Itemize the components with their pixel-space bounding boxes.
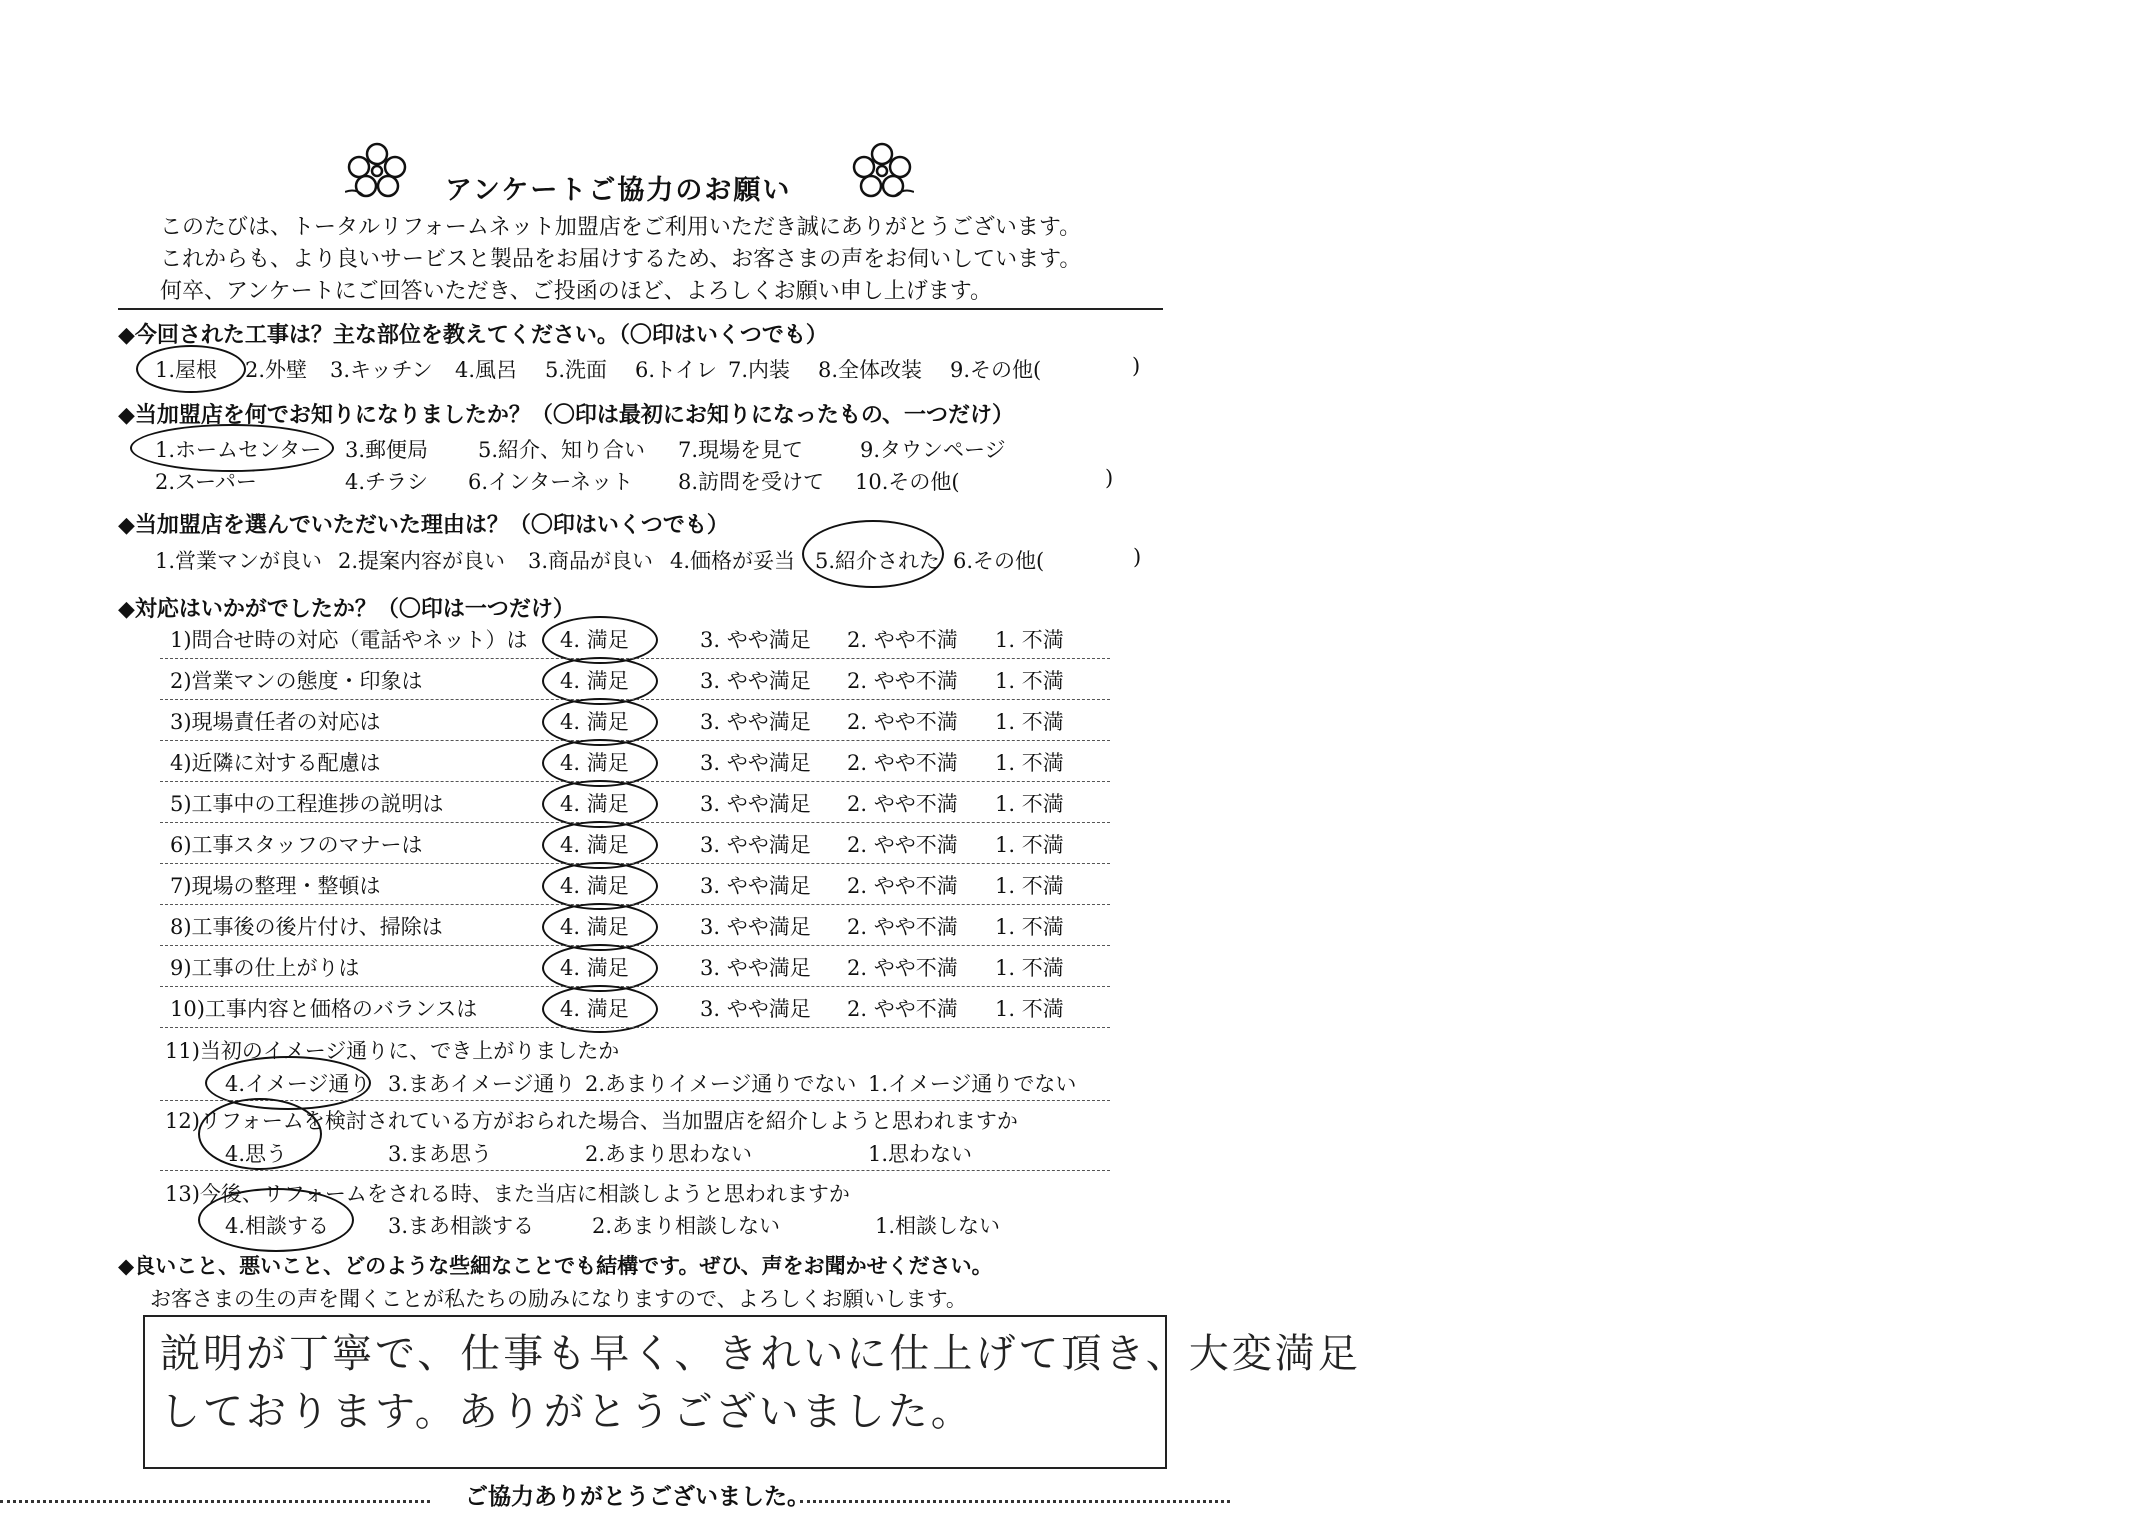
q4-row-option[interactable]: 3. やや満足 xyxy=(700,628,811,652)
q4-row-label: 1)問合せ時の対応（電話やネット）は xyxy=(170,628,528,652)
q2-option-8[interactable]: 8.訪問を受けて xyxy=(678,470,825,494)
q4-row-label: 4)近隣に対する配慮は xyxy=(170,751,381,775)
q4-row-option[interactable]: 4. 満足 xyxy=(560,792,629,816)
q3-option-6-close: ) xyxy=(1133,545,1142,569)
q4-row-option[interactable]: 3. やや満足 xyxy=(700,710,811,734)
q12-divider xyxy=(160,1170,1110,1172)
q4-row-label: 2)営業マンの態度・印象は xyxy=(170,669,423,693)
q4-row-divider xyxy=(160,904,1110,906)
q4-row-option[interactable]: 3. やや満足 xyxy=(700,751,811,775)
q2-option-2[interactable]: 2.スーパー xyxy=(155,470,257,494)
q4-row-option[interactable]: 2. やや不満 xyxy=(847,833,958,857)
q1-option-9[interactable]: 9.その他( xyxy=(950,358,1042,382)
q4-row-option[interactable]: 1. 不満 xyxy=(995,874,1064,898)
q11-option-1[interactable]: 1.イメージ通りでない xyxy=(868,1072,1077,1096)
q13-option-2[interactable]: 2.あまり相談しない xyxy=(592,1214,781,1238)
q4-row-label: 9)工事の仕上がりは xyxy=(170,956,360,980)
q1-option-1[interactable]: 1.屋根 xyxy=(155,358,218,382)
q3-selection-circle xyxy=(802,520,944,588)
q4-row-option[interactable]: 2. やや不満 xyxy=(847,915,958,939)
q4-row-option[interactable]: 3. やや満足 xyxy=(700,997,811,1021)
comments-prompt-2: お客さまの生の声を聞くことが私たちの励みになりますので、よろしくお願いします。 xyxy=(150,1287,967,1311)
q4-row-divider xyxy=(160,781,1110,783)
q4-row-option[interactable]: 1. 不満 xyxy=(995,833,1064,857)
q4-row-option[interactable]: 3. やや満足 xyxy=(700,792,811,816)
header-divider xyxy=(118,308,1163,310)
q4-row-label: 7)現場の整理・整頓は xyxy=(170,874,381,898)
q4-row-option[interactable]: 3. やや満足 xyxy=(700,833,811,857)
q4-row-option[interactable]: 2. やや不満 xyxy=(847,956,958,980)
q11-option-4[interactable]: 4.イメージ通り xyxy=(225,1072,371,1096)
q2-option-3[interactable]: 3.郵便局 xyxy=(345,438,429,462)
q2-option-1[interactable]: 1.ホームセンター xyxy=(155,438,322,462)
q12-selection-circle xyxy=(198,1098,322,1170)
q4-row-option[interactable]: 2. やや不満 xyxy=(847,792,958,816)
q1-option-5[interactable]: 5.洗面 xyxy=(545,358,608,382)
q13-question: 13)今後、リフォームをされる時、また当店に相談しようと思われますか xyxy=(165,1182,850,1206)
q1-option-3[interactable]: 3.キッチン xyxy=(330,358,433,382)
q4-row-option[interactable]: 1. 不満 xyxy=(995,792,1064,816)
q4-row-option[interactable]: 1. 不満 xyxy=(995,751,1064,775)
q2-option-4[interactable]: 4.チラシ xyxy=(345,470,429,494)
q4-row-option[interactable]: 2. やや不満 xyxy=(847,874,958,898)
q1-option-2[interactable]: 2.外壁 xyxy=(245,358,308,382)
q4-row-label: 5)工事中の工程進捗の説明は xyxy=(170,792,444,816)
handwritten-comment-line-2: しております。ありがとうございました。 xyxy=(160,1389,974,1435)
q4-row-label: 10)工事内容と価格のバランスは xyxy=(170,997,478,1021)
q4-row-option[interactable]: 4. 満足 xyxy=(560,956,629,980)
q4-row-option[interactable]: 4. 満足 xyxy=(560,833,629,857)
footer-thanks: ご協力ありがとうございました。 xyxy=(465,1484,810,1510)
q4-row-option[interactable]: 1. 不満 xyxy=(995,669,1064,693)
q3-option-5[interactable]: 5.紹介された xyxy=(815,549,941,573)
q4-row-option[interactable]: 3. やや満足 xyxy=(700,956,811,980)
q13-option-4[interactable]: 4.相談する xyxy=(225,1214,330,1238)
q1-question: ◆今回された工事は？主な部位を教えてください。（〇印はいくつでも） xyxy=(118,322,828,348)
q4-row-divider xyxy=(160,863,1110,865)
q4-row-divider xyxy=(160,699,1110,701)
q4-row-option[interactable]: 2. やや不満 xyxy=(847,997,958,1021)
q3-question: ◆当加盟店を選んでいただいた理由は？（〇印はいくつでも） xyxy=(118,512,729,538)
q12-option-1[interactable]: 1.思わない xyxy=(868,1142,973,1166)
q2-option-9[interactable]: 9.タウンページ xyxy=(860,438,1006,462)
q3-option-6[interactable]: 6.その他( xyxy=(953,549,1045,573)
q11-divider xyxy=(160,1100,1110,1102)
q4-selection-circle xyxy=(542,985,658,1033)
q3-option-1[interactable]: 1.営業マンが良い xyxy=(155,549,323,573)
q1-selection-circle xyxy=(136,345,246,393)
q3-option-4[interactable]: 4.価格が妥当 xyxy=(670,549,796,573)
q4-row-option[interactable]: 1. 不満 xyxy=(995,710,1064,734)
q4-row-label: 6)工事スタッフのマナーは xyxy=(170,833,423,857)
q4-row-divider xyxy=(160,945,1110,947)
q1-option-6[interactable]: 6.トイレ xyxy=(635,358,717,382)
q4-row-divider xyxy=(160,986,1110,988)
intro-line-2: これからも、より良いサービスと製品をお届けするため、お客さまの声をお伺いしています。 xyxy=(160,247,1082,272)
scan-noise-left xyxy=(0,1500,430,1505)
q2-option-5[interactable]: 5.紹介、知り合い xyxy=(478,438,646,462)
q4-row-label: 3)現場責任者の対応は xyxy=(170,710,381,734)
q4-row-option[interactable]: 3. やや満足 xyxy=(700,915,811,939)
q2-option-6[interactable]: 6.インターネット xyxy=(468,470,634,494)
q12-option-3[interactable]: 3.まあ思う xyxy=(388,1142,493,1166)
q4-row-option[interactable]: 4. 満足 xyxy=(560,751,629,775)
page-title: アンケートご協力のお願い xyxy=(445,175,792,206)
comments-prompt-1: ◆良いこと、悪いこと、どのような些細なことでも結構です。ぜひ、声をお聞かせください。 xyxy=(118,1253,993,1278)
q2-selection-circle xyxy=(130,424,334,472)
q4-row-option[interactable]: 2. やや不満 xyxy=(847,669,958,693)
intro-line-3: 何卒、アンケートにご回答いただき、ご投函のほど、よろしくお願い申し上げます。 xyxy=(160,279,993,304)
q4-row-option[interactable]: 1. 不満 xyxy=(995,915,1064,939)
q13-option-1[interactable]: 1.相談しない xyxy=(875,1214,1001,1238)
scan-noise-right xyxy=(800,1500,1230,1505)
handwritten-comment-line-1: 説明が丁寧で、仕事も早く、きれいに仕上げて頂き、大変満足 xyxy=(160,1331,1361,1377)
q4-row-divider xyxy=(160,658,1110,660)
q4-row-divider xyxy=(160,822,1110,824)
q11-option-2[interactable]: 2.あまりイメージ通りでない xyxy=(585,1072,857,1096)
q4-row-option[interactable]: 4. 満足 xyxy=(560,628,629,652)
q13-selection-circle xyxy=(198,1188,354,1252)
q4-row-option[interactable]: 4. 満足 xyxy=(560,915,629,939)
q12-question: 12)リフォームを検討されている方がおられた場合、当加盟店を紹介しようと思われますか xyxy=(165,1109,1018,1133)
q4-question: ◆対応はいかがでしたか？（〇印は一つだけ） xyxy=(118,596,575,622)
q4-row-option[interactable]: 1. 不満 xyxy=(995,956,1064,980)
q1-option-7[interactable]: 7.内装 xyxy=(728,358,791,382)
q4-row-option[interactable]: 3. やや満足 xyxy=(700,874,811,898)
q11-option-3[interactable]: 3.まあイメージ通り xyxy=(388,1072,576,1096)
q4-row-option[interactable]: 4. 満足 xyxy=(560,997,629,1021)
q4-row-option[interactable]: 2. やや不満 xyxy=(847,710,958,734)
q2-question: ◆当加盟店を何でお知りになりましたか？（〇印は最初にお知りになったもの、一つだけ） xyxy=(118,402,1015,428)
q4-row-divider xyxy=(160,1027,1110,1029)
q3-option-3[interactable]: 3.商品が良い xyxy=(528,549,654,573)
q2-option-10-close: ) xyxy=(1105,466,1114,490)
q4-row-label: 8)工事後の後片付け、掃除は xyxy=(170,915,443,939)
q12-option-4[interactable]: 4.思う xyxy=(225,1142,288,1166)
q1-option-8[interactable]: 8.全体改装 xyxy=(818,358,923,382)
flower-icon-left xyxy=(345,140,409,200)
q4-row-option[interactable]: 4. 満足 xyxy=(560,710,629,734)
q11-question: 11)当初のイメージ通りに、でき上がりましたか xyxy=(165,1039,620,1063)
flower-icon-right xyxy=(850,140,914,200)
q3-option-2[interactable]: 2.提案内容が良い xyxy=(338,549,506,573)
q4-row-option[interactable]: 1. 不満 xyxy=(995,628,1064,652)
q4-row-option[interactable]: 2. やや不満 xyxy=(847,628,958,652)
q4-row-option[interactable]: 1. 不満 xyxy=(995,997,1064,1021)
q4-row-divider xyxy=(160,740,1110,742)
q4-row-option[interactable]: 4. 満足 xyxy=(560,874,629,898)
q2-option-7[interactable]: 7.現場を見て xyxy=(678,438,804,462)
intro-line-1: このたびは、トータルリフォームネット加盟店をご利用いただき誠にありがとうございます。 xyxy=(160,215,1082,240)
q13-option-3[interactable]: 3.まあ相談する xyxy=(388,1214,535,1238)
q4-row-option[interactable]: 4. 満足 xyxy=(560,669,629,693)
q4-row-option[interactable]: 3. やや満足 xyxy=(700,669,811,693)
q2-option-10[interactable]: 10.その他( xyxy=(855,470,960,494)
q4-row-option[interactable]: 2. やや不満 xyxy=(847,751,958,775)
q12-option-2[interactable]: 2.あまり思わない xyxy=(585,1142,753,1166)
q1-option-4[interactable]: 4.風呂 xyxy=(455,358,518,382)
q1-option-9-close: ) xyxy=(1132,354,1141,378)
